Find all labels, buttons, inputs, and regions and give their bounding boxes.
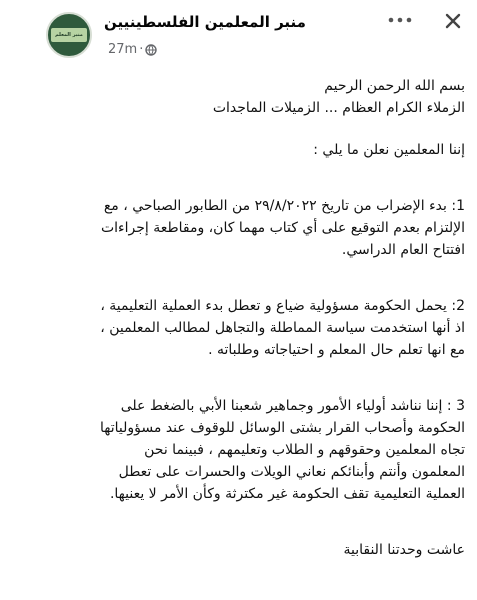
globe-icon — [145, 44, 157, 56]
page-name-link[interactable]: منبر المعلمين الفلسطينيين — [104, 13, 306, 31]
post-line-point2-a: 2: يحمل الحكومة مسؤولية ضياع و تعطل بدء العملية التعليمية ، — [100, 298, 465, 314]
post-line-point2-b: اذ أنها استخدمت سياسة المماطلة والتجاهل لمطالب المعلمين ، — [100, 320, 465, 336]
post-line-announce: إننا المعلمين نعلن ما يلي : — [313, 142, 465, 158]
page-avatar[interactable] — [46, 12, 92, 58]
avatar-logo-text: منبر المعلم — [51, 28, 87, 42]
close-button[interactable] — [440, 8, 466, 34]
post-line-point3-c: تجاه المعلمين وحقوقهم و الطلاب وتعليمهم ، فبينما نحن — [144, 442, 465, 458]
post-line-point3-b: الحكومة وأصحاب القرار بشتى الوسائل للوقوف عند مسؤولياتها — [100, 420, 465, 436]
post-line-point1-a: 1: بدء الإضراب من تاريخ ٢٩/٨/٢٠٢٢ من الطابور الصباحي ، مع — [103, 198, 465, 214]
post-line-point3-e: العملية التعليمية تقف الحكومة غير مكترثة وكأن الأمر لا يعنيها. — [109, 486, 465, 502]
post-line-point3-a: 3 : إننا نناشد أولياء الأمور وجماهير شعبنا الأبي بالضغط على — [120, 398, 465, 414]
post-body — [45, 75, 465, 561]
post-line-point1-b: الإلتزام بعدم التوقيع على أي كتاب مهما كان، ومقاطعة إجراءات — [100, 220, 465, 236]
meta-separator: · — [139, 42, 144, 57]
post-meta — [108, 42, 157, 57]
post-time[interactable]: 27m — [108, 42, 138, 57]
post-line-point2-c: مع انها تعلم حال المعلم و احتياجاته وطلباته . — [208, 342, 465, 358]
more-options-button[interactable] — [384, 10, 416, 30]
more-icon — [388, 17, 412, 23]
post-header — [0, 0, 477, 70]
post-line-closing: عاشت وحدتنا النقابية — [343, 542, 465, 558]
post-line-greeting: الزملاء الكرام العظام ... الزميلات الماجدات — [212, 100, 465, 116]
post-line-point3-d: المعلمون وأنتم وأبنائكم نعاني الويلات والحسرات على تعطل — [118, 464, 465, 480]
close-icon — [444, 12, 462, 30]
post-line-basmala: بسم الله الرحمن الرحيم — [324, 78, 465, 94]
post-line-point1-c: افتتاح العام الدراسي. — [341, 242, 465, 258]
